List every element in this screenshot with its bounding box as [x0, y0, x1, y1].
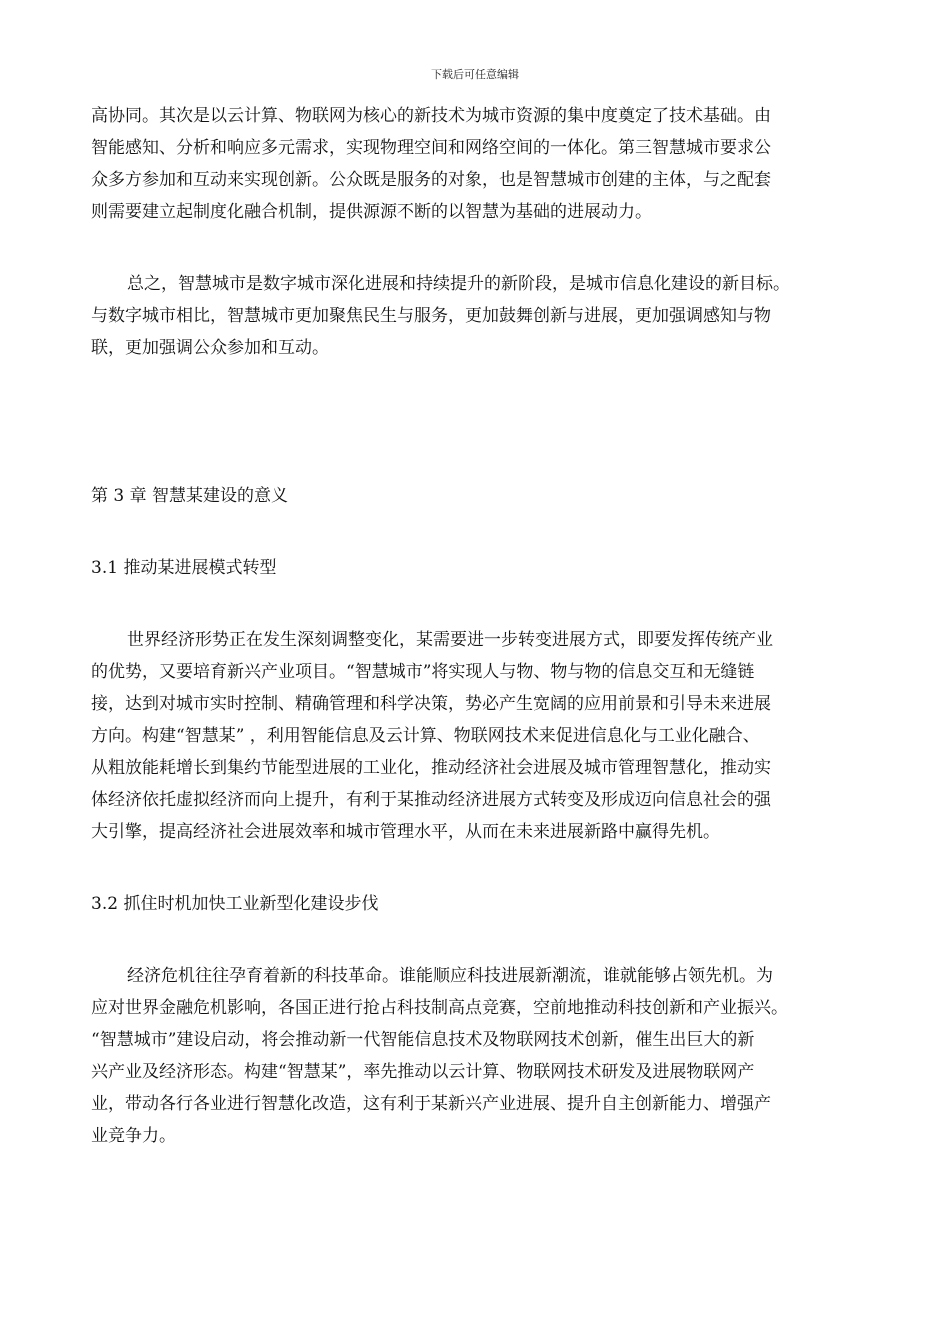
- text-line: 与数字城市相比，智慧城市更加聚焦民生与服务，更加鼓舞创新与进展，更加强调感知与物: [91, 306, 771, 326]
- text-line: 从粗放能耗增长到集约节能型进展的工业化，推动经济社会进展及城市管理智慧化，推动实: [91, 758, 771, 778]
- text-line: 业，带动各行各业进行智慧化改造，这有利于某新兴产业进展、提升自主创新能力、增强产: [91, 1094, 771, 1114]
- text-line: 方向。构建“智慧某” ，利用智能信息及云计算、物联网技术来促进信息化与工业化融合、: [91, 726, 760, 746]
- text-line: 体经济依托虚拟经济而向上提升，有利于某推动经济进展方式转变及形成迈向信息社会的强: [91, 790, 771, 810]
- text-line: “智慧城市”建设启动，将会推动新一代智能信息技术及物联网技术创新，催生出巨大的新: [91, 1030, 755, 1050]
- text-line: 应对世界金融危机影响，各国正进行抢占科技制高点竞赛，空前地推动科技创新和产业振兴。: [91, 998, 788, 1018]
- text-line: 高协同。其次是以云计算、物联网为核心的新技术为城市资源的集中度奠定了技术基础。由: [91, 106, 771, 126]
- paragraph-section-3-1: [91, 624, 861, 848]
- spacer: [91, 584, 861, 624]
- spacer: [91, 848, 861, 888]
- section-heading: 3.2 抓住时机加快工业新型化建设步伐: [91, 894, 379, 914]
- document-body: [91, 100, 861, 1152]
- text-line: 经济危机往往孕育着新的科技革命。谁能顺应科技进展新潮流，谁就能够占领先机。为: [127, 966, 773, 986]
- text-line: 则需要建立起制度化融合机制，提供源源不断的以智慧为基础的进展动力。: [91, 202, 652, 222]
- text-line: 众多方参加和互动来实现创新。公众既是服务的对象，也是智慧城市创建的主体，与之配套: [91, 170, 771, 190]
- text-line: 兴产业及经济形态。构建“智慧某”，率先推动以云计算、物联网技术研发及进展物联网产: [91, 1062, 755, 1082]
- text-line: 业竞争力。: [91, 1126, 176, 1146]
- text-line: 大引擎，提高经济社会进展效率和城市管理水平，从而在未来进展新路中赢得先机。: [91, 822, 720, 842]
- spacer: [91, 364, 861, 480]
- section-heading: 3.1 推动某进展模式转型: [91, 558, 277, 578]
- spacer: [91, 512, 861, 552]
- paragraph-intro-continued: [91, 100, 861, 228]
- spacer: [91, 228, 861, 268]
- header-note: 下载后可任意编辑: [431, 68, 519, 81]
- text-line: 接，达到对城市实时控制、精确管理和科学决策，势必产生宽阔的应用前景和引导未来进展: [91, 694, 771, 714]
- text-line: 联，更加强调公众参加和互动。: [91, 338, 329, 358]
- chapter-heading: 第 3 章 智慧某建设的意义: [91, 486, 289, 506]
- text-line: 的优势，又要培育新兴产业项目。“智慧城市”将实现人与物、物与物的信息交互和无缝链: [91, 662, 755, 682]
- text-line: 智能感知、分析和响应多元需求，实现物理空间和网络空间的一体化。第三智慧城市要求公: [91, 138, 771, 158]
- paragraph-section-3-2: [91, 960, 861, 1152]
- text-line: 总之，智慧城市是数字城市深化进展和持续提升的新阶段，是城市信息化建设的新目标。: [127, 274, 790, 294]
- text-line: 世界经济形势正在发生深刻调整变化，某需要进一步转变进展方式，即要发挥传统产业: [127, 630, 773, 650]
- paragraph-summary: [91, 268, 861, 364]
- spacer: [91, 920, 861, 960]
